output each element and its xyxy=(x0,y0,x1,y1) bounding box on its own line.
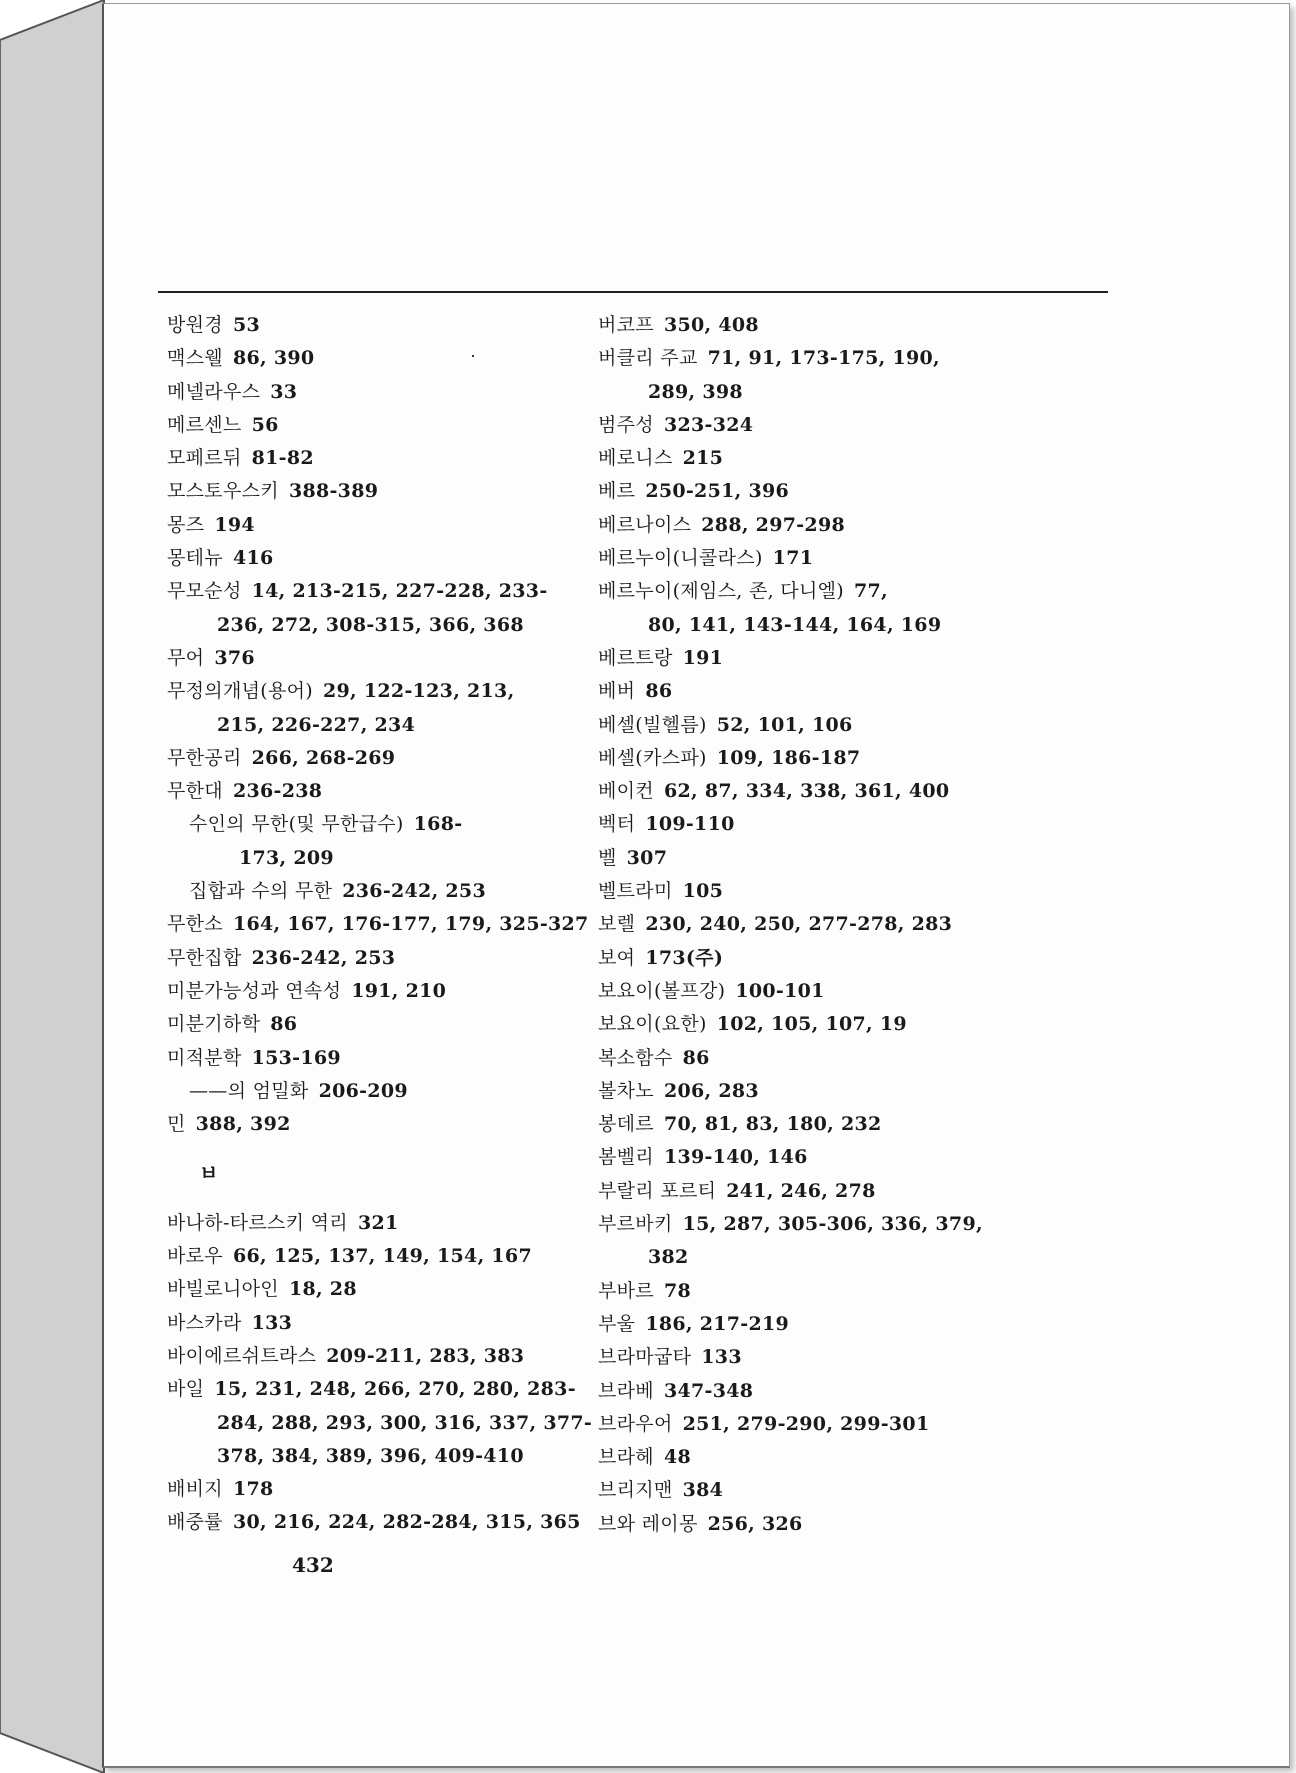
index-pages-continued: 80, 141, 143-144, 164, 169 xyxy=(648,613,942,636)
index-entry xyxy=(598,1341,1118,1374)
index-pages: 70, 81, 83, 180, 232 xyxy=(663,1113,882,1136)
index-entry xyxy=(598,875,1118,908)
index-entry xyxy=(598,1275,1118,1308)
index-entry xyxy=(598,1208,1118,1241)
index-pages: 105 xyxy=(682,880,724,903)
index-subterm: 수인의 무한(및 무한급수) xyxy=(189,813,404,836)
index-pages: 133 xyxy=(251,1311,293,1334)
index-entry xyxy=(598,1408,1118,1441)
book-spine xyxy=(0,0,108,1773)
index-term: 부랄리 포르티 xyxy=(598,1179,717,1202)
header-rule xyxy=(158,291,1108,293)
index-term: 브라마굽타 xyxy=(598,1346,692,1369)
index-entry xyxy=(598,575,1118,608)
index-term: 무어 xyxy=(167,646,205,669)
index-term: 맥스웰 xyxy=(167,347,223,370)
index-pages: 52, 101, 106 xyxy=(716,713,853,736)
index-pages: 86 xyxy=(270,1013,298,1036)
index-entry xyxy=(598,775,1118,808)
index-pages: 256, 326 xyxy=(707,1512,803,1535)
index-pages: 102, 105, 107, 19 xyxy=(716,1013,907,1036)
index-term: 벨 xyxy=(598,846,617,869)
index-term: 베르 xyxy=(598,480,636,503)
index-term: 보여 xyxy=(598,946,636,969)
index-pages: 109-110 xyxy=(645,813,735,836)
index-pages: 48 xyxy=(663,1446,692,1469)
index-term: 버클리 주교 xyxy=(598,347,698,370)
index-pages-continued: 382 xyxy=(648,1246,689,1269)
index-pages: 288, 297-298 xyxy=(701,513,845,536)
index-pages: 78 xyxy=(663,1279,692,1302)
index-term: 몽테뉴 xyxy=(167,547,223,570)
index-entry xyxy=(598,609,1118,642)
index-pages: 307 xyxy=(626,846,668,869)
index-pages: 191 xyxy=(682,646,724,669)
index-term: 무한공리 xyxy=(167,746,242,769)
section-letter: ㅂ xyxy=(199,1161,219,1186)
index-term: 브리지맨 xyxy=(598,1479,673,1502)
index-pages: 416 xyxy=(232,547,274,570)
index-pages: 388, 392 xyxy=(195,1113,291,1136)
index-term: 버코프 xyxy=(598,314,654,336)
index-entry xyxy=(598,342,1118,375)
index-column-right xyxy=(598,309,1118,1541)
index-pages: 86 xyxy=(682,1046,710,1069)
index-pages: 236-242, 253 xyxy=(342,880,486,903)
index-pages: 53 xyxy=(232,314,261,336)
index-pages: 236-242, 253 xyxy=(251,946,396,969)
index-pages: 171 xyxy=(772,547,814,570)
index-pages: 153-169 xyxy=(251,1046,341,1069)
index-entry xyxy=(598,475,1118,508)
index-term: 무한대 xyxy=(167,780,223,803)
index-pages: 321 xyxy=(357,1211,399,1234)
index-entry xyxy=(598,1308,1118,1341)
index-pages: 323-324 xyxy=(663,413,754,436)
index-term: 무한소 xyxy=(167,913,223,936)
index-subterm: 집합과 수의 무한 xyxy=(189,880,333,903)
index-pages: 66, 125, 137, 149, 154, 167 xyxy=(232,1245,532,1268)
index-entry xyxy=(598,842,1118,875)
index-pages: 29, 122-123, 213, xyxy=(323,680,515,703)
index-pages: 56 xyxy=(251,413,279,436)
index-term: 벨트라미 xyxy=(598,880,673,903)
index-pages: 209-211, 283, 383 xyxy=(326,1344,525,1367)
index-subterm: ——의 엄밀화 xyxy=(189,1079,309,1102)
index-term: 베이컨 xyxy=(598,780,654,803)
index-term: 브라우어 xyxy=(598,1412,673,1435)
index-pages-continued: 173, 209 xyxy=(239,846,334,869)
index-pages: 251, 279-290, 299-301 xyxy=(682,1412,930,1435)
index-term: 부바르 xyxy=(598,1279,654,1302)
index-term: 방원경 xyxy=(167,314,223,336)
index-term: 모페르뒤 xyxy=(167,447,242,470)
index-pages: 100-101 xyxy=(735,979,825,1002)
index-term: 미적분학 xyxy=(167,1046,242,1069)
index-term: 민 xyxy=(167,1113,186,1136)
index-term: 모스토우스키 xyxy=(167,480,279,503)
page-number: 432 xyxy=(292,1553,334,1577)
index-pages: 33 xyxy=(270,380,298,403)
index-pages: 168- xyxy=(413,813,463,836)
index-term: 무정의개념(용어) xyxy=(167,680,314,703)
index-entry xyxy=(598,1108,1118,1141)
index-pages: 384 xyxy=(682,1479,724,1502)
index-pages: 71, 91, 173-175, 190, xyxy=(707,347,940,370)
index-term: 봉데르 xyxy=(598,1113,654,1136)
index-pages: 14, 213-215, 227-228, 233- xyxy=(251,580,548,603)
index-pages: 266, 268-269 xyxy=(251,746,396,769)
index-term: 베셀(카스파) xyxy=(598,746,707,769)
index-term: 베르누이(니콜라스) xyxy=(598,547,763,570)
entries-right xyxy=(598,309,1118,1541)
index-pages: 133 xyxy=(701,1346,742,1369)
index-term: 바로우 xyxy=(167,1245,223,1268)
index-entry xyxy=(598,642,1118,675)
index-term: 벡터 xyxy=(598,813,636,836)
index-pages: 215 xyxy=(682,447,724,470)
index-pages: 164, 167, 176-177, 179, 325-327 xyxy=(232,913,589,936)
index-entry xyxy=(598,1375,1118,1408)
index-pages: 109, 186-187 xyxy=(716,746,861,769)
index-entry xyxy=(598,1474,1118,1507)
index-term: 볼차노 xyxy=(598,1079,654,1102)
index-pages: 350, 408 xyxy=(663,314,759,336)
index-entry xyxy=(598,1241,1118,1274)
index-pages: 81-82 xyxy=(251,447,314,470)
index-term: 베르나이스 xyxy=(598,513,692,536)
index-entry xyxy=(598,742,1118,775)
index-pages-continued: 215, 226-227, 234 xyxy=(217,713,416,736)
index-term: 베르누이(제임스, 존, 다니엘) xyxy=(598,580,844,603)
index-term: 바이에르쉬트라스 xyxy=(167,1344,317,1367)
index-entry xyxy=(598,309,1118,342)
index-entry xyxy=(598,442,1118,475)
index-pages: 77, xyxy=(853,580,888,603)
index-term: 브라헤 xyxy=(598,1446,654,1469)
index-pages: 230, 240, 250, 277-278, 283 xyxy=(645,913,953,936)
index-entry xyxy=(598,376,1118,409)
index-term: 봄벨리 xyxy=(598,1146,654,1169)
index-entry xyxy=(598,908,1118,941)
index-pages-continued: 289, 398 xyxy=(648,380,743,403)
index-term: 바일 xyxy=(167,1378,205,1401)
index-term: 무한집합 xyxy=(167,946,242,969)
index-term: 무모순성 xyxy=(167,580,242,603)
index-pages: 15, 287, 305-306, 336, 379, xyxy=(682,1213,983,1236)
index-pages: 18, 28 xyxy=(288,1278,357,1301)
index-pages: 191, 210 xyxy=(351,979,447,1002)
index-pages: 186, 217-219 xyxy=(645,1312,790,1335)
index-term: 베르트랑 xyxy=(598,646,673,669)
index-pages: 86 xyxy=(645,680,673,703)
index-term: 범주성 xyxy=(598,413,654,436)
index-pages: 347-348 xyxy=(663,1379,754,1402)
index-entry xyxy=(598,1008,1118,1041)
index-term: 바나하-타르스키 역리 xyxy=(167,1211,348,1234)
index-pages: 30, 216, 224, 282-284, 315, 365 xyxy=(232,1511,581,1534)
index-term: 보요이(요한) xyxy=(598,1013,707,1036)
index-entry xyxy=(598,1075,1118,1108)
index-term: 브와 레이몽 xyxy=(598,1512,698,1535)
index-entry xyxy=(598,1175,1118,1208)
index-term: 베로니스 xyxy=(598,447,673,470)
index-pages: 62, 87, 334, 338, 361, 400 xyxy=(663,780,950,803)
index-entry xyxy=(598,1042,1118,1075)
index-term: 복소함수 xyxy=(598,1046,673,1069)
index-pages: 236-238 xyxy=(232,780,323,803)
index-entry xyxy=(598,942,1118,975)
index-term: 부울 xyxy=(598,1312,636,1335)
index-pages-continued: 284, 288, 293, 300, 316, 337, 377- xyxy=(217,1411,593,1434)
index-entry xyxy=(598,509,1118,542)
index-pages: 241, 246, 278 xyxy=(726,1179,876,1202)
index-entry xyxy=(598,709,1118,742)
index-pages: 178 xyxy=(232,1478,274,1501)
index-entry xyxy=(598,1441,1118,1474)
index-pages: 86, 390 xyxy=(232,347,315,370)
index-term: 메르센느 xyxy=(167,413,242,436)
index-entry xyxy=(598,1141,1118,1174)
index-pages: 173(주) xyxy=(645,946,724,969)
index-term: 배중률 xyxy=(167,1511,223,1534)
index-term: 보요이(볼프강) xyxy=(598,979,726,1002)
index-entry xyxy=(598,1508,1118,1541)
index-term: 베셀(빌헬름) xyxy=(598,713,707,736)
index-entry xyxy=(598,808,1118,841)
index-entry xyxy=(598,542,1118,575)
index-pages-continued: 378, 384, 389, 396, 409-410 xyxy=(217,1444,524,1467)
index-pages: 206-209 xyxy=(318,1079,408,1102)
index-term: 베버 xyxy=(598,680,636,703)
index-term: 부르바키 xyxy=(598,1213,673,1236)
index-term: 브라베 xyxy=(598,1379,654,1402)
index-term: 미분기하학 xyxy=(167,1013,261,1036)
index-pages: 376 xyxy=(214,646,255,669)
index-pages-continued: 236, 272, 308-315, 366, 368 xyxy=(217,613,524,636)
index-term: 보렐 xyxy=(598,913,636,936)
index-entry xyxy=(598,975,1118,1008)
index-term: 몽즈 xyxy=(167,513,205,536)
index-pages: 388-389 xyxy=(288,480,379,503)
index-pages: 250-251, 396 xyxy=(645,480,790,503)
index-term: 바빌로니아인 xyxy=(167,1278,279,1301)
index-pages: 194 xyxy=(214,513,255,536)
index-entry xyxy=(598,675,1118,708)
index-term: 배비지 xyxy=(167,1478,223,1501)
index-term: 미분가능성과 연속성 xyxy=(167,979,342,1002)
index-pages: 15, 231, 248, 266, 270, 280, 283- xyxy=(214,1378,576,1401)
index-entry xyxy=(598,409,1118,442)
index-term: 메넬라우스 xyxy=(167,380,261,403)
index-term: 바스카라 xyxy=(167,1311,242,1334)
index-pages: 206, 283 xyxy=(663,1079,759,1102)
index-pages: 139-140, 146 xyxy=(663,1146,808,1169)
